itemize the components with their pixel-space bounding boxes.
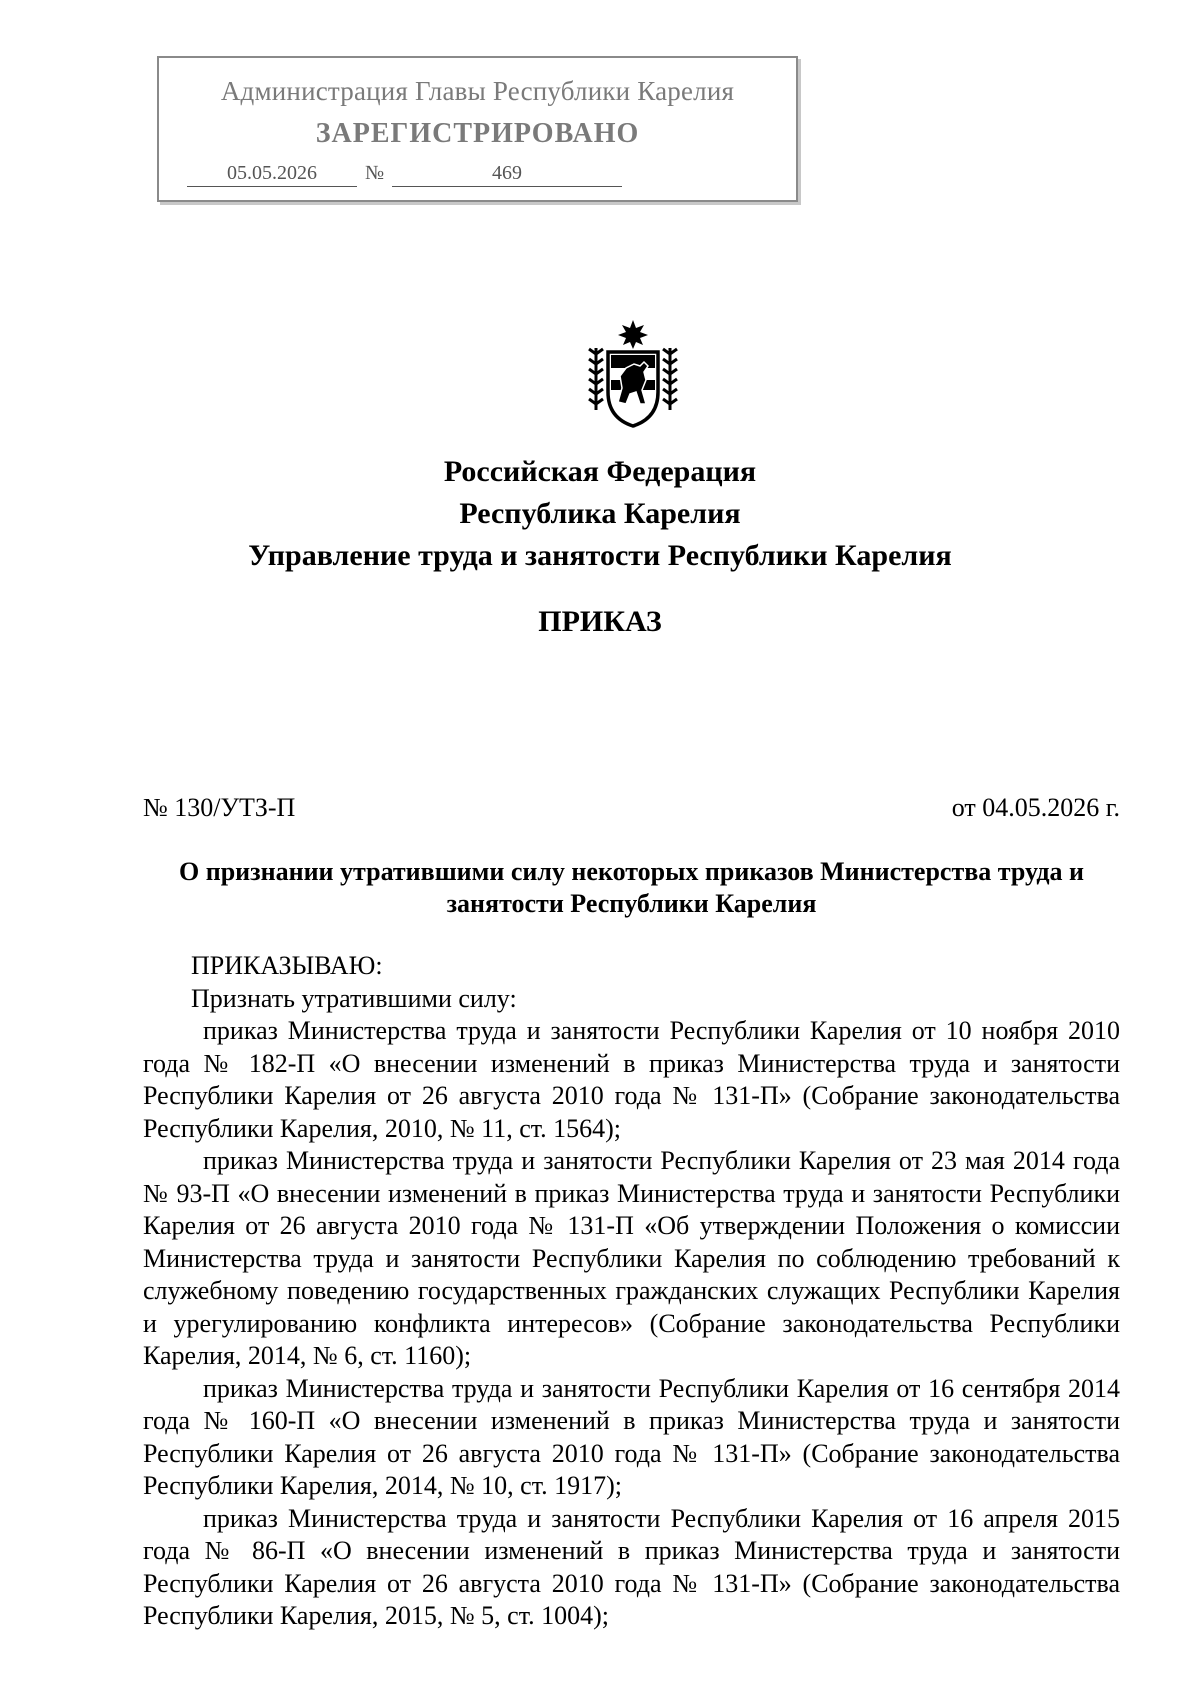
- list-item: приказ Министерства труда и занятости Республики Карелия от 10 ноября 2010 года № 182-П «О внесении изменений в приказ Министерства труда и занятости Республики Карелия от 26 августа 2010 года № 131-П» (Собрание законодательства Республики Карелия, 2010, № 11, ст. 1564);: [143, 1016, 1120, 1143]
- order-number: № 130/УТЗ-П: [143, 793, 296, 822]
- karelia-coat-of-arms-icon: [588, 318, 678, 430]
- document-body: [143, 950, 1120, 1633]
- header-agency: Управление труда и занятости Республики Карелия: [248, 539, 952, 572]
- command-paragraph: ПРИКАЗЫВАЮ:: [191, 951, 383, 980]
- intro-paragraph: Признать утратившими силу:: [191, 983, 517, 1013]
- stamp-registration-line: [187, 162, 767, 188]
- header-country: Российская Федерация: [443, 455, 757, 488]
- list-item: приказ Министерства труда и занятости Республики Карелия от 16 апреля 2015 года № 86-П «О внесении изменений в приказ Министерства труда и занятости Республики Карелия от 26 августа 2010 года № 131-П» (Собрание законодательства Республики Карелия, 2015, № 5, ст. 1004);: [143, 1503, 1120, 1630]
- document-type: ПРИКАЗ: [538, 605, 662, 638]
- stamp-number-sign: №: [365, 162, 385, 184]
- document-title: О признании утратившими силу некоторых приказов Министерства труда и занятости Республики Карелия: [179, 857, 1084, 918]
- order-date: от 04.05.2026 г.: [951, 793, 1120, 822]
- registration-stamp: [157, 56, 798, 202]
- header-region: Республика Карелия: [459, 497, 741, 530]
- list-item: приказ Министерства труда и занятости Республики Карелия от 23 мая 2014 года № 93-П «О внесении изменений в приказ Министерства труда и занятости Республики Карелия от 26 августа 2010 года № 131-П «Об утверждении Положения о комиссии Министерства труда и занятости Республики Карелия по соблюдению требований к служебному поведению государственных гражданских служащих Республики Карелия и урегулированию конфликта интересов» (Собрание законодательства Республики Карелия, 2014, № 6, ст. 1160);: [143, 1146, 1120, 1370]
- stamp-status: ЗАРЕГИСТРИРОВАНО: [315, 118, 640, 149]
- list-item: приказ Министерства труда и занятости Республики Карелия от 16 сентября 2014 года № 160-П «О внесении изменений в приказ Министерства труда и занятости Республики Карелия от 26 августа 2010 года № 131-П» (Собрание законодательства Республики Карелия, 2014, № 10, ст. 1917);: [143, 1373, 1120, 1500]
- stamp-organization: Администрация Главы Республики Карелия: [220, 76, 735, 106]
- stamp-number: 469: [392, 162, 622, 187]
- stamp-date: 05.05.2026: [187, 162, 357, 187]
